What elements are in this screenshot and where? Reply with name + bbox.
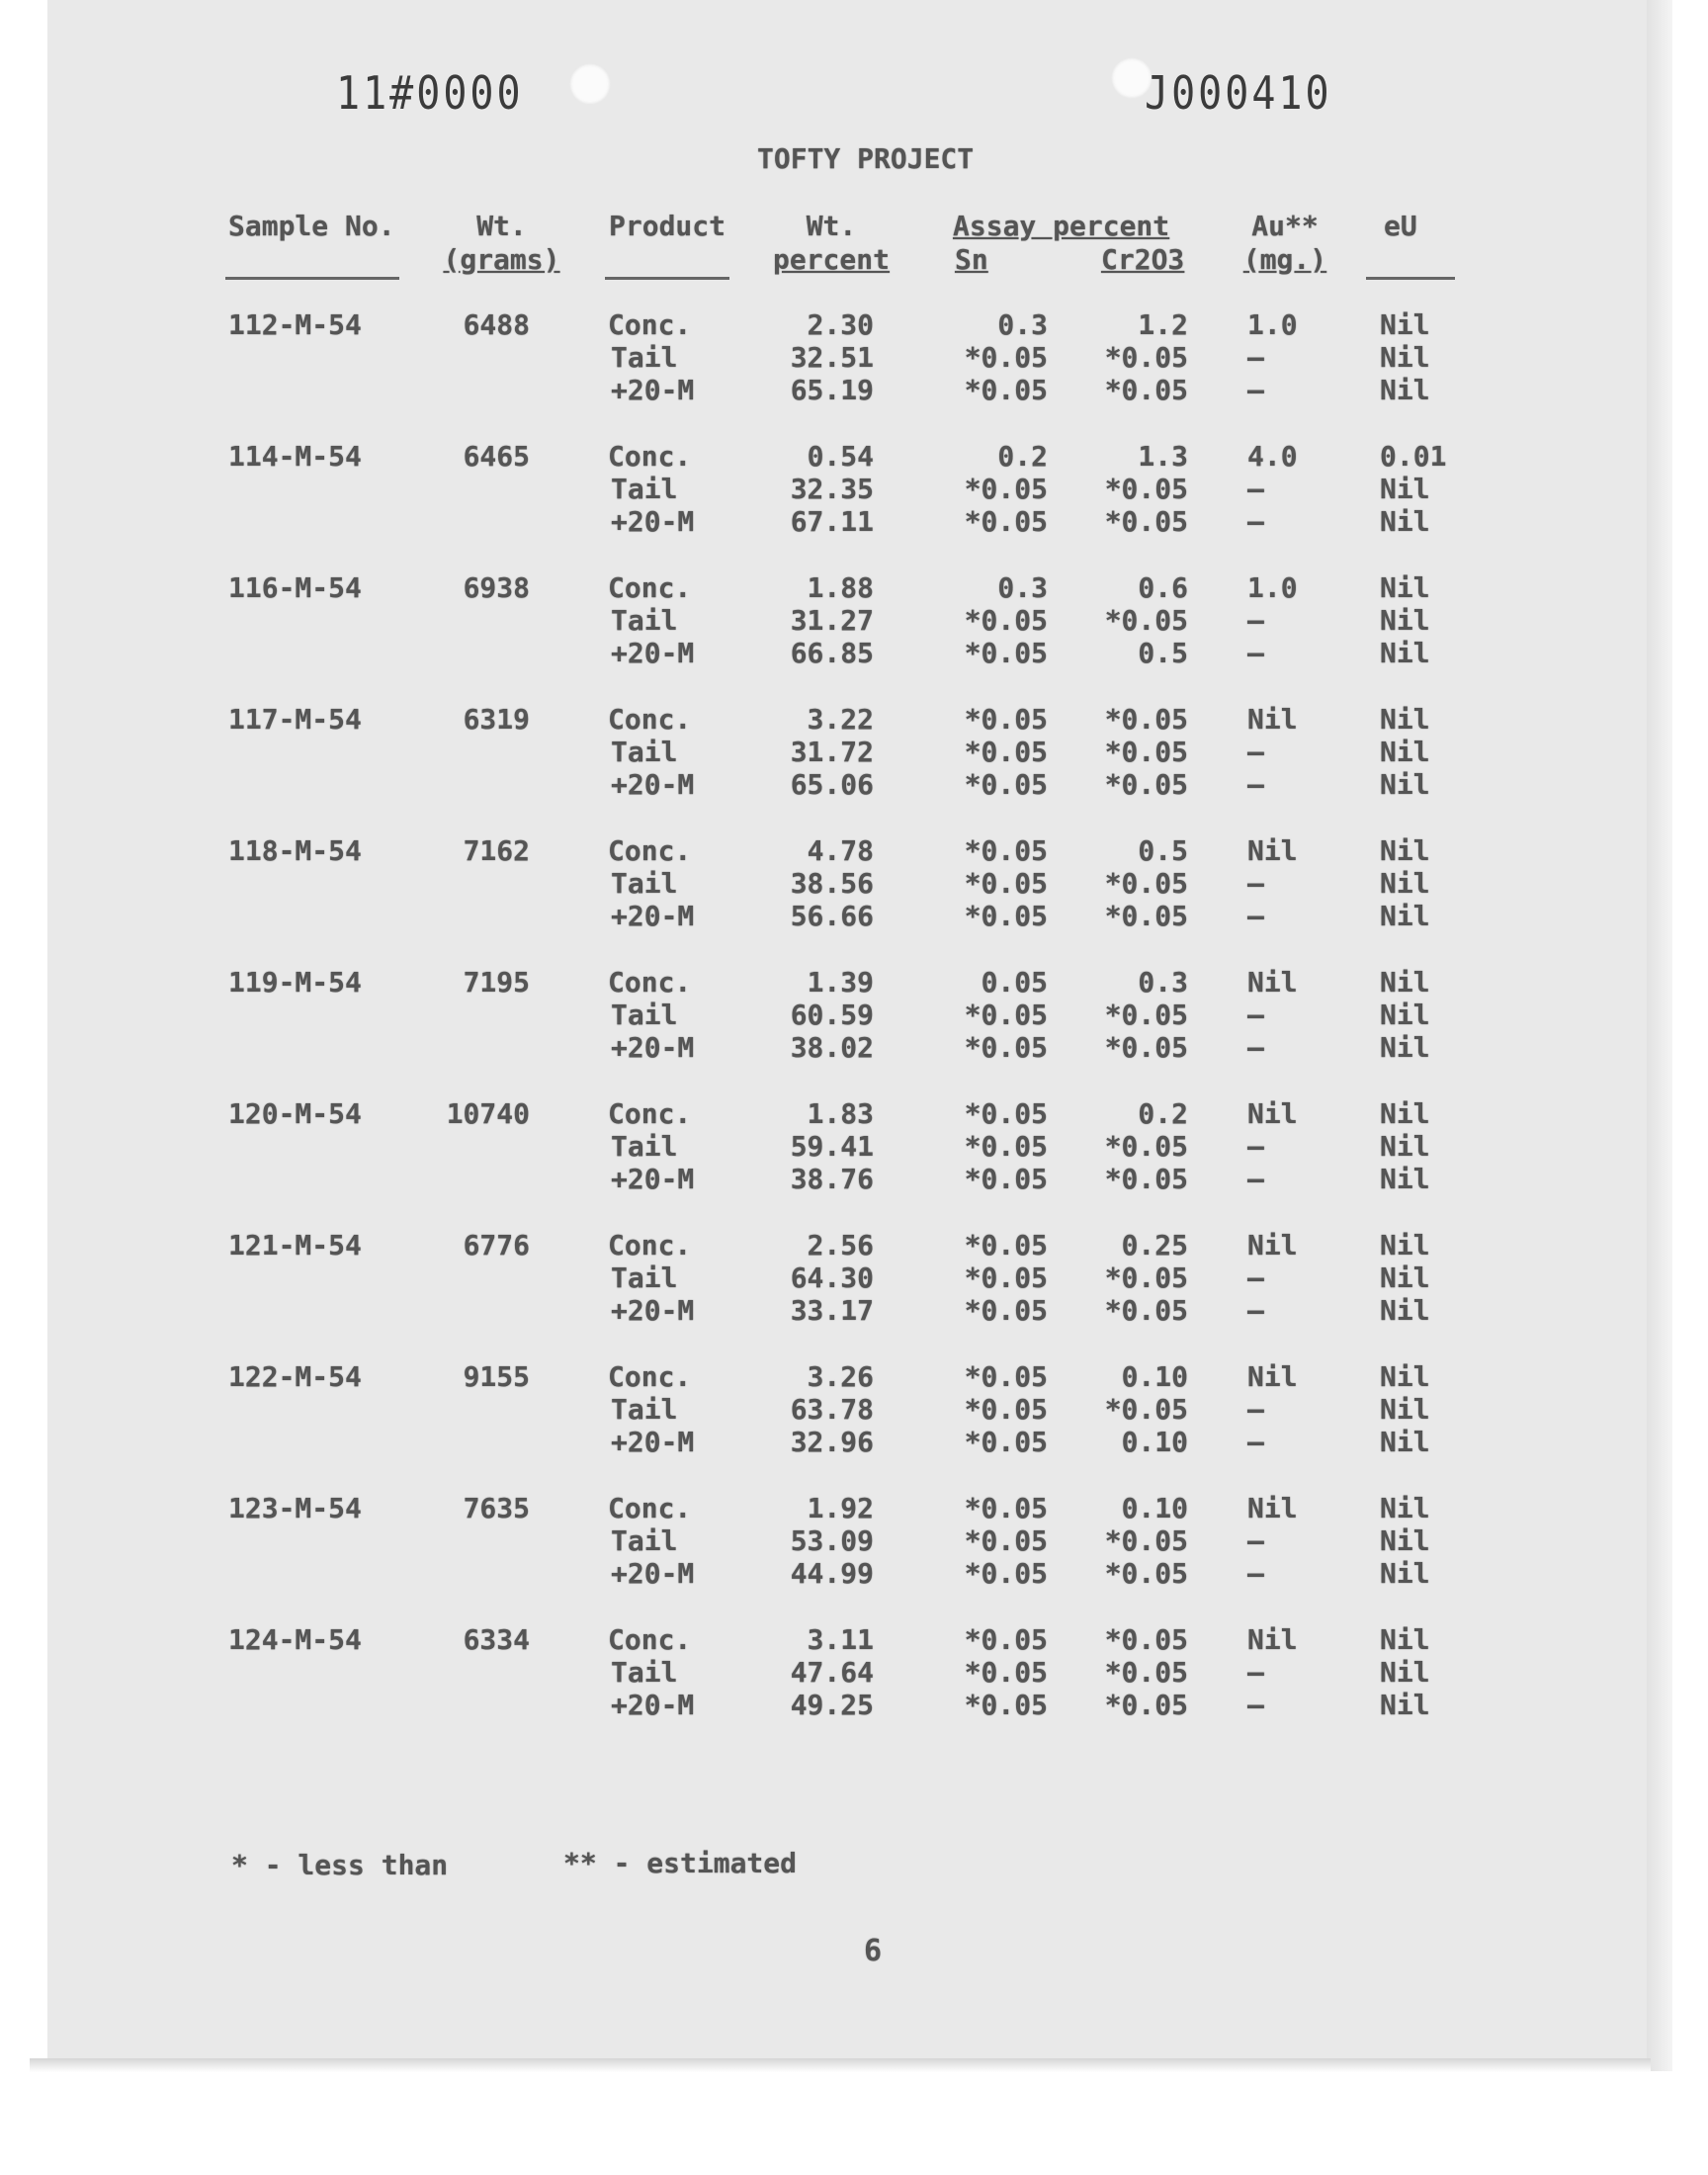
- wt-percent-cell: 1.88: [807, 571, 874, 604]
- cr2o3-cell: *0.05: [1104, 1163, 1188, 1195]
- sn-cell: *0.05: [964, 1656, 1048, 1689]
- eu-cell: Nil: [1380, 768, 1430, 801]
- wt-percent-cell: 3.22: [807, 703, 874, 736]
- header-sn: Sn: [955, 243, 988, 276]
- eu-cell: Nil: [1380, 1294, 1430, 1327]
- eu-cell: Nil: [1380, 571, 1430, 604]
- au-cell: —: [1247, 1524, 1264, 1557]
- cr2o3-cell: *0.05: [1104, 736, 1188, 768]
- au-cell: —: [1247, 473, 1264, 505]
- sample-number-cell: 114-M-54: [228, 440, 362, 473]
- eu-cell: 0.01: [1380, 440, 1447, 473]
- cr2o3-cell: *0.05: [1104, 374, 1188, 406]
- header-wtpct-line2: percent: [772, 243, 890, 276]
- wt-percent-cell: 49.25: [790, 1689, 874, 1721]
- au-cell: —: [1247, 1031, 1264, 1064]
- sn-cell: *0.05: [964, 1097, 1048, 1130]
- sample-number-cell: 121-M-54: [228, 1229, 362, 1262]
- sn-cell: *0.05: [964, 341, 1048, 374]
- wt-percent-cell: 32.96: [790, 1426, 874, 1458]
- cr2o3-cell: *0.05: [1104, 1524, 1188, 1557]
- cr2o3-cell: *0.05: [1104, 473, 1188, 505]
- sample-number-cell: 119-M-54: [228, 966, 362, 999]
- eu-cell: Nil: [1380, 1393, 1430, 1426]
- header-wt-line2: (grams): [443, 243, 560, 276]
- cr2o3-cell: *0.05: [1104, 1689, 1188, 1721]
- cr2o3-cell: 0.6: [1138, 571, 1188, 604]
- stamp-right: J000410: [1145, 67, 1332, 121]
- product-cell: +20-M: [611, 1557, 695, 1590]
- eu-cell: Nil: [1380, 1689, 1430, 1721]
- product-cell: +20-M: [611, 1294, 695, 1327]
- eu-cell: Nil: [1380, 505, 1430, 538]
- product-cell: Conc.: [608, 440, 692, 473]
- weight-grams-cell: 7162: [463, 834, 530, 867]
- sn-cell: *0.05: [964, 1229, 1048, 1262]
- wt-percent-cell: 1.92: [807, 1492, 874, 1524]
- footnote-estimated: ** - estimated: [563, 1847, 798, 1879]
- au-cell: —: [1247, 1163, 1264, 1195]
- sn-cell: 0.3: [997, 308, 1048, 341]
- au-cell: —: [1247, 1393, 1264, 1426]
- product-cell: +20-M: [611, 1031, 695, 1064]
- eu-cell: Nil: [1380, 1229, 1430, 1262]
- cr2o3-cell: *0.05: [1104, 1294, 1188, 1327]
- weight-grams-cell: 6465: [463, 440, 530, 473]
- au-cell: —: [1247, 768, 1264, 801]
- product-cell: Tail: [611, 341, 678, 374]
- wt-percent-cell: 47.64: [790, 1656, 874, 1689]
- product-cell: Tail: [611, 867, 678, 900]
- product-cell: Conc.: [608, 1097, 692, 1130]
- header-rule: [225, 277, 399, 280]
- sn-cell: *0.05: [964, 999, 1048, 1031]
- eu-cell: Nil: [1380, 637, 1430, 669]
- weight-grams-cell: 9155: [463, 1360, 530, 1393]
- wt-percent-cell: 3.11: [807, 1623, 874, 1656]
- sample-number-cell: 117-M-54: [228, 703, 362, 736]
- au-cell: 1.0: [1247, 308, 1298, 341]
- eu-cell: Nil: [1380, 1130, 1430, 1163]
- au-cell: —: [1247, 637, 1264, 669]
- eu-cell: Nil: [1380, 1097, 1430, 1130]
- sn-cell: *0.05: [964, 1689, 1048, 1721]
- eu-cell: Nil: [1380, 308, 1430, 341]
- page-edge: [1647, 0, 1672, 2071]
- cr2o3-cell: *0.05: [1104, 867, 1188, 900]
- sn-cell: *0.05: [964, 1031, 1048, 1064]
- header-au-line2: (mg.): [1242, 243, 1327, 276]
- au-cell: —: [1247, 604, 1264, 637]
- sn-cell: *0.05: [964, 867, 1048, 900]
- product-cell: +20-M: [611, 374, 695, 406]
- sample-number-cell: 123-M-54: [228, 1492, 362, 1524]
- wt-percent-cell: 31.27: [790, 604, 874, 637]
- wt-percent-cell: 67.11: [790, 505, 874, 538]
- eu-cell: Nil: [1380, 1656, 1430, 1689]
- weight-grams-cell: 6488: [463, 308, 530, 341]
- eu-cell: Nil: [1380, 341, 1430, 374]
- header-assay-percent: Assay percent: [953, 210, 1170, 242]
- au-cell: Nil: [1247, 1229, 1298, 1262]
- wt-percent-cell: 4.78: [807, 834, 874, 867]
- au-cell: —: [1247, 999, 1264, 1031]
- eu-cell: Nil: [1380, 834, 1430, 867]
- eu-cell: Nil: [1380, 1492, 1430, 1524]
- stamp-left: 11#0000: [336, 67, 524, 121]
- product-cell: Tail: [611, 1262, 678, 1294]
- wt-percent-cell: 65.06: [790, 768, 874, 801]
- wt-percent-cell: 38.02: [790, 1031, 874, 1064]
- product-cell: Conc.: [608, 1229, 692, 1262]
- wt-percent-cell: 32.35: [790, 473, 874, 505]
- sn-cell: *0.05: [964, 637, 1048, 669]
- sn-cell: 0.05: [981, 966, 1048, 999]
- sn-cell: *0.05: [964, 1492, 1048, 1524]
- product-cell: Tail: [611, 999, 678, 1031]
- sn-cell: *0.05: [964, 1294, 1048, 1327]
- au-cell: Nil: [1247, 703, 1298, 736]
- sample-number-cell: 124-M-54: [228, 1623, 362, 1656]
- header-wt-line1: Wt.: [476, 210, 527, 242]
- sn-cell: *0.05: [964, 1163, 1048, 1195]
- sn-cell: *0.05: [964, 1557, 1048, 1590]
- header-cr2o3: Cr2O3: [1101, 243, 1185, 276]
- wt-percent-cell: 1.39: [807, 966, 874, 999]
- sn-cell: *0.05: [964, 1524, 1048, 1557]
- cr2o3-cell: *0.05: [1104, 341, 1188, 374]
- wt-percent-cell: 60.59: [790, 999, 874, 1031]
- au-cell: —: [1247, 1130, 1264, 1163]
- product-cell: Tail: [611, 473, 678, 505]
- au-cell: —: [1247, 867, 1264, 900]
- wt-percent-cell: 2.56: [807, 1229, 874, 1262]
- sn-cell: *0.05: [964, 1393, 1048, 1426]
- au-cell: —: [1247, 1557, 1264, 1590]
- au-cell: —: [1247, 374, 1264, 406]
- sn-cell: *0.05: [964, 473, 1048, 505]
- au-cell: 1.0: [1247, 571, 1298, 604]
- product-cell: Conc.: [608, 703, 692, 736]
- header-rule: [605, 277, 729, 280]
- eu-cell: Nil: [1380, 1524, 1430, 1557]
- cr2o3-cell: *0.05: [1104, 703, 1188, 736]
- header-wtpct-line1: Wt.: [806, 210, 857, 242]
- weight-grams-cell: 7635: [463, 1492, 530, 1524]
- sn-cell: *0.05: [964, 834, 1048, 867]
- product-cell: +20-M: [611, 768, 695, 801]
- cr2o3-cell: *0.05: [1104, 1262, 1188, 1294]
- cr2o3-cell: 1.3: [1138, 440, 1188, 473]
- sn-cell: *0.05: [964, 1426, 1048, 1458]
- au-cell: Nil: [1247, 966, 1298, 999]
- sample-number-cell: 112-M-54: [228, 308, 362, 341]
- sn-cell: *0.05: [964, 736, 1048, 768]
- au-cell: —: [1247, 341, 1264, 374]
- sample-number-cell: 116-M-54: [228, 571, 362, 604]
- au-cell: Nil: [1247, 834, 1298, 867]
- sample-number-cell: 122-M-54: [228, 1360, 362, 1393]
- product-cell: Conc.: [608, 1623, 692, 1656]
- eu-cell: Nil: [1380, 1031, 1430, 1064]
- au-cell: Nil: [1247, 1360, 1298, 1393]
- sn-cell: *0.05: [964, 900, 1048, 932]
- sample-number-cell: 120-M-54: [228, 1097, 362, 1130]
- wt-percent-cell: 59.41: [790, 1130, 874, 1163]
- cr2o3-cell: 0.3: [1138, 966, 1188, 999]
- cr2o3-cell: *0.05: [1104, 1130, 1188, 1163]
- eu-cell: Nil: [1380, 1426, 1430, 1458]
- page-shadow: [30, 2058, 1651, 2072]
- sn-cell: *0.05: [964, 374, 1048, 406]
- wt-percent-cell: 66.85: [790, 637, 874, 669]
- page-number: 6: [864, 1934, 883, 1968]
- eu-cell: Nil: [1380, 1262, 1430, 1294]
- sn-cell: *0.05: [964, 604, 1048, 637]
- cr2o3-cell: *0.05: [1104, 900, 1188, 932]
- sn-cell: *0.05: [964, 768, 1048, 801]
- weight-grams-cell: 6776: [463, 1229, 530, 1262]
- eu-cell: Nil: [1380, 867, 1430, 900]
- product-cell: +20-M: [611, 637, 695, 669]
- product-cell: Tail: [611, 1393, 678, 1426]
- product-cell: +20-M: [611, 900, 695, 932]
- cr2o3-cell: *0.05: [1104, 1557, 1188, 1590]
- cr2o3-cell: *0.05: [1104, 1656, 1188, 1689]
- weight-grams-cell: 10740: [446, 1097, 530, 1130]
- wt-percent-cell: 31.72: [790, 736, 874, 768]
- wt-percent-cell: 63.78: [790, 1393, 874, 1426]
- cr2o3-cell: *0.05: [1104, 604, 1188, 637]
- product-cell: +20-M: [611, 505, 695, 538]
- cr2o3-cell: 0.2: [1138, 1097, 1188, 1130]
- sn-cell: *0.05: [964, 1360, 1048, 1393]
- cr2o3-cell: *0.05: [1104, 768, 1188, 801]
- au-cell: —: [1247, 1294, 1264, 1327]
- au-cell: —: [1247, 1426, 1264, 1458]
- wt-percent-cell: 0.54: [807, 440, 874, 473]
- product-cell: Conc.: [608, 1492, 692, 1524]
- eu-cell: Nil: [1380, 703, 1430, 736]
- product-cell: Conc.: [608, 308, 692, 341]
- eu-cell: Nil: [1380, 1623, 1430, 1656]
- sn-cell: *0.05: [964, 505, 1048, 538]
- eu-cell: Nil: [1380, 1557, 1430, 1590]
- header-product: Product: [609, 210, 726, 242]
- weight-grams-cell: 7195: [463, 966, 530, 999]
- wt-percent-cell: 38.56: [790, 867, 874, 900]
- eu-cell: Nil: [1380, 374, 1430, 406]
- sn-cell: *0.05: [964, 703, 1048, 736]
- wt-percent-cell: 53.09: [790, 1524, 874, 1557]
- cr2o3-cell: *0.05: [1104, 999, 1188, 1031]
- sn-cell: *0.05: [964, 1623, 1048, 1656]
- product-cell: Tail: [611, 1656, 678, 1689]
- cr2o3-cell: 0.5: [1138, 834, 1188, 867]
- punch-hole-left: [569, 63, 611, 105]
- eu-cell: Nil: [1380, 999, 1430, 1031]
- eu-cell: Nil: [1380, 604, 1430, 637]
- sn-cell: *0.05: [964, 1130, 1048, 1163]
- sample-number-cell: 118-M-54: [228, 834, 362, 867]
- cr2o3-cell: 0.25: [1121, 1229, 1188, 1262]
- product-cell: Tail: [611, 1130, 678, 1163]
- product-cell: Conc.: [608, 1360, 692, 1393]
- cr2o3-cell: 0.10: [1121, 1492, 1188, 1524]
- cr2o3-cell: 0.10: [1121, 1426, 1188, 1458]
- product-cell: +20-M: [611, 1689, 695, 1721]
- sn-cell: *0.05: [964, 1262, 1048, 1294]
- eu-cell: Nil: [1380, 473, 1430, 505]
- eu-cell: Nil: [1380, 900, 1430, 932]
- product-cell: +20-M: [611, 1426, 695, 1458]
- wt-percent-cell: 33.17: [790, 1294, 874, 1327]
- au-cell: —: [1247, 736, 1264, 768]
- eu-cell: Nil: [1380, 736, 1430, 768]
- au-cell: —: [1247, 505, 1264, 538]
- weight-grams-cell: 6938: [463, 571, 530, 604]
- wt-percent-cell: 56.66: [790, 900, 874, 932]
- au-cell: —: [1247, 1689, 1264, 1721]
- header-au-line1: Au**: [1251, 210, 1319, 242]
- header-eu: eU: [1384, 210, 1417, 242]
- au-cell: —: [1247, 900, 1264, 932]
- au-cell: —: [1247, 1262, 1264, 1294]
- cr2o3-cell: 0.10: [1121, 1360, 1188, 1393]
- au-cell: Nil: [1247, 1623, 1298, 1656]
- product-cell: +20-M: [611, 1163, 695, 1195]
- wt-percent-cell: 3.26: [807, 1360, 874, 1393]
- product-cell: Tail: [611, 736, 678, 768]
- product-cell: Conc.: [608, 834, 692, 867]
- au-cell: —: [1247, 1656, 1264, 1689]
- weight-grams-cell: 6319: [463, 703, 530, 736]
- eu-cell: Nil: [1380, 1360, 1430, 1393]
- header-rule: [1366, 277, 1455, 280]
- wt-percent-cell: 2.30: [807, 308, 874, 341]
- au-cell: Nil: [1247, 1492, 1298, 1524]
- wt-percent-cell: 64.30: [790, 1262, 874, 1294]
- wt-percent-cell: 1.83: [807, 1097, 874, 1130]
- cr2o3-cell: *0.05: [1104, 1623, 1188, 1656]
- au-cell: Nil: [1247, 1097, 1298, 1130]
- header-au: [1234, 210, 1336, 277]
- header-wt-percent: [767, 210, 896, 277]
- product-cell: Tail: [611, 1524, 678, 1557]
- product-cell: Conc.: [608, 571, 692, 604]
- wt-percent-cell: 38.76: [790, 1163, 874, 1195]
- cr2o3-cell: *0.05: [1104, 1393, 1188, 1426]
- sn-cell: 0.3: [997, 571, 1048, 604]
- cr2o3-cell: 0.5: [1138, 637, 1188, 669]
- cr2o3-cell: 1.2: [1138, 308, 1188, 341]
- header-wt: [435, 210, 568, 277]
- eu-cell: Nil: [1380, 966, 1430, 999]
- wt-percent-cell: 32.51: [790, 341, 874, 374]
- header-sample: Sample No.: [228, 210, 395, 242]
- weight-grams-cell: 6334: [463, 1623, 530, 1656]
- document-title: TOFTY PROJECT: [757, 142, 975, 175]
- product-cell: Conc.: [608, 966, 692, 999]
- sn-cell: 0.2: [997, 440, 1048, 473]
- au-cell: 4.0: [1247, 440, 1298, 473]
- product-cell: Tail: [611, 604, 678, 637]
- cr2o3-cell: *0.05: [1104, 505, 1188, 538]
- eu-cell: Nil: [1380, 1163, 1430, 1195]
- wt-percent-cell: 65.19: [790, 374, 874, 406]
- cr2o3-cell: *0.05: [1104, 1031, 1188, 1064]
- wt-percent-cell: 44.99: [790, 1557, 874, 1590]
- footnote-less-than: * - less than: [231, 1849, 449, 1881]
